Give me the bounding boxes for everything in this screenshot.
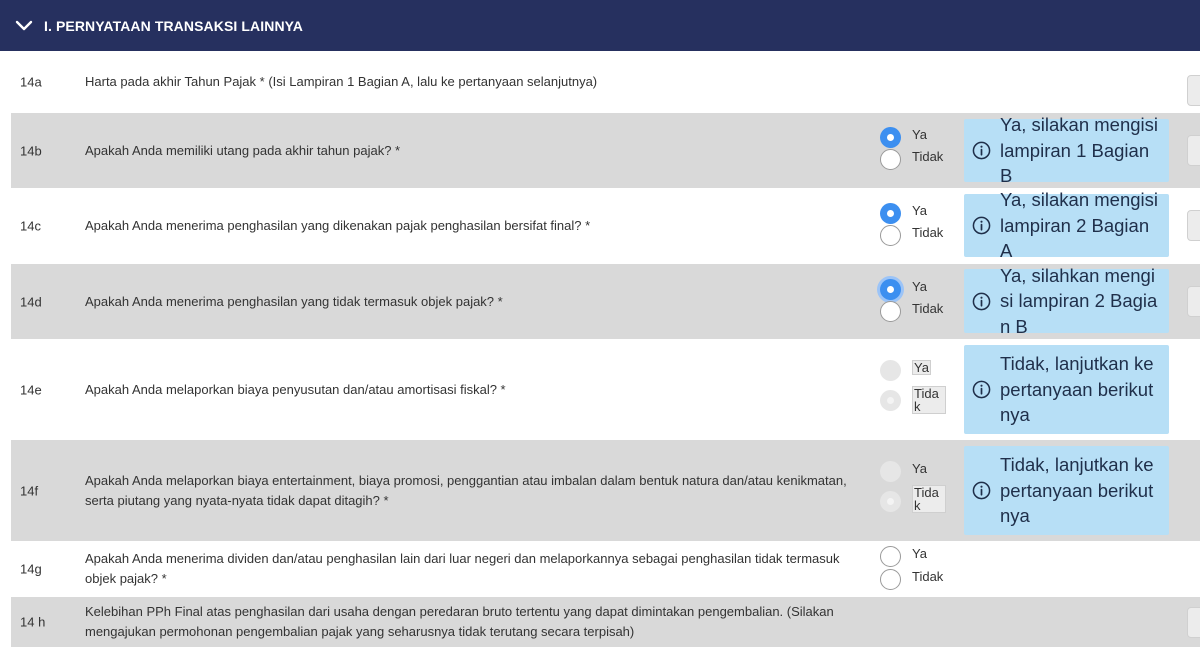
info-circle-icon bbox=[972, 141, 991, 160]
fill-attachment-button[interactable] bbox=[1187, 135, 1200, 166]
radio-no[interactable] bbox=[880, 149, 901, 170]
radio-yes-label: Ya bbox=[912, 279, 927, 294]
info-text: Tidak, lanjutkan ke pertanyaan berikutnya bbox=[1000, 353, 1154, 426]
info-circle-icon bbox=[972, 216, 991, 235]
section-title: I. PERNYATAAN TRANSAKSI LAINNYA bbox=[44, 17, 304, 34]
row-question: Harta pada akhir Tahun Pajak * (Isi Lampiran 1 Bagian A, lalu ke pertanyaan selanjutnya) bbox=[85, 74, 598, 89]
info-box bbox=[964, 345, 1169, 434]
table-row bbox=[11, 339, 1200, 440]
radio-yes-label: Ya bbox=[912, 127, 927, 142]
fill-attachment-button[interactable] bbox=[1187, 210, 1200, 241]
row-question: Apakah Anda melaporkan biaya penyusutan dan/atau amortisasi fiskal? * bbox=[85, 381, 506, 397]
row-code: 14f bbox=[20, 483, 39, 498]
radio-no-label: Tidak bbox=[912, 149, 944, 164]
radio-no-label: Tidak bbox=[912, 386, 946, 414]
info-text: Ya, silahkan mengisi lampiran 2 Bagian B bbox=[1000, 264, 1158, 337]
radio-yes[interactable] bbox=[880, 546, 901, 567]
radio-yes[interactable] bbox=[880, 127, 901, 148]
radio-no[interactable] bbox=[880, 301, 901, 322]
radio-no-label: Tidak bbox=[912, 569, 944, 584]
info-circle-icon bbox=[972, 380, 991, 399]
radio-no[interactable] bbox=[880, 569, 901, 590]
table-row bbox=[11, 264, 1200, 339]
radio-yes-label: Ya bbox=[912, 461, 927, 476]
table-row bbox=[11, 541, 1200, 597]
row-code: 14c bbox=[20, 218, 41, 234]
info-text: Tidak, lanjutkan ke pertanyaan berikutnya bbox=[1000, 454, 1154, 527]
radio-no-label: Tidak bbox=[912, 485, 946, 513]
table-row bbox=[11, 597, 1200, 647]
radio-yes[interactable] bbox=[880, 203, 901, 224]
table-row bbox=[11, 113, 1200, 188]
info-text: Ya, silakan mengisi lampiran 1 Bagian B bbox=[1000, 114, 1159, 187]
info-circle-icon bbox=[972, 292, 991, 311]
radio-yes-label: Ya bbox=[912, 203, 927, 218]
row-code: 14 h bbox=[20, 614, 46, 630]
info-text: Ya, silakan mengisi lampiran 2 Bagian A bbox=[1000, 189, 1159, 262]
row-question: Apakah Anda menerima dividen dan/atau penghasilan lain dari luar negeri dan melaporkannya sebagai penghasilan tidak termasuk objek pajak? * bbox=[85, 551, 840, 586]
info-box bbox=[964, 446, 1169, 535]
row-question: Apakah Anda menerima penghasilan yang dikenakan pajak penghasilan bersifat final? * bbox=[85, 218, 591, 233]
radio-no[interactable] bbox=[880, 491, 901, 512]
radio-no[interactable] bbox=[880, 225, 901, 246]
section-header[interactable] bbox=[0, 0, 1200, 51]
table-row bbox=[11, 51, 1200, 113]
row-question: Kelebihan PPh Final atas penghasilan dari usaha dengan peredaran bruto tertentu yang dapat dimintakan pengembalian. (Silakan mengajukan permohonan pengembalian pajak yang seharusnya tidak terutang secara terpisah) bbox=[85, 604, 834, 639]
fill-attachment-button[interactable] bbox=[1187, 75, 1200, 106]
radio-no-label: Tidak bbox=[912, 301, 944, 316]
info-circle-icon bbox=[972, 481, 991, 500]
radio-no[interactable] bbox=[880, 390, 901, 411]
row-code: 14a bbox=[20, 74, 42, 90]
fill-attachment-button[interactable] bbox=[1187, 286, 1200, 317]
amount-input[interactable] bbox=[1187, 607, 1200, 638]
info-box bbox=[964, 264, 1169, 337]
row-code: 14g bbox=[20, 561, 42, 577]
info-box bbox=[964, 189, 1169, 262]
row-question: Apakah Anda melaporkan biaya entertainment, biaya promosi, penggantian atau imbalan dalam bentuk natura dan/atau kenikmatan, serta piutang yang nyata-nyata tidak dapat ditagih? * bbox=[85, 472, 847, 508]
radio-no-label: Tidak bbox=[912, 225, 944, 240]
row-code: 14e bbox=[20, 382, 42, 397]
radio-yes[interactable] bbox=[880, 461, 901, 482]
row-code: 14d bbox=[20, 294, 42, 309]
row-code: 14b bbox=[20, 143, 42, 158]
info-box bbox=[964, 114, 1169, 187]
table-row bbox=[11, 440, 1200, 541]
chevron-down-icon bbox=[14, 19, 34, 33]
row-question: Apakah Anda menerima penghasilan yang tidak termasuk objek pajak? * bbox=[85, 293, 503, 309]
radio-yes[interactable] bbox=[880, 279, 901, 300]
row-question: Apakah Anda memiliki utang pada akhir tahun pajak? * bbox=[85, 142, 401, 158]
radio-yes-label: Ya bbox=[914, 360, 929, 375]
radio-yes-label: Ya bbox=[912, 546, 927, 561]
table-row bbox=[11, 188, 1200, 264]
radio-yes[interactable] bbox=[880, 360, 901, 381]
